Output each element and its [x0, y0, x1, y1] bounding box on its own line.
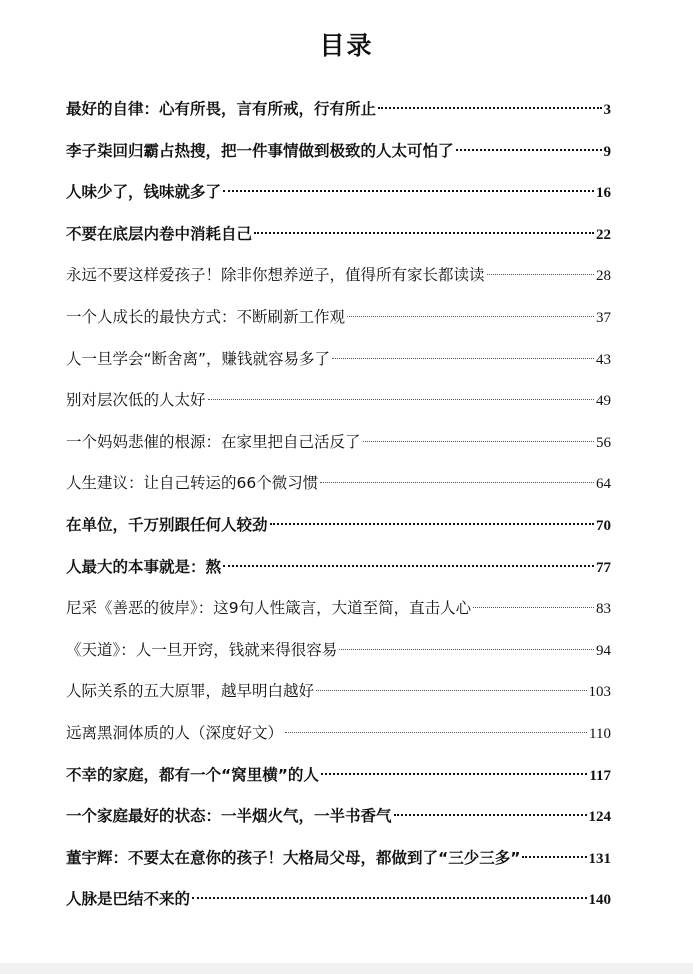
toc-entry[interactable] [66, 678, 611, 720]
toc-entry-page: 22 [596, 226, 611, 243]
toc-entry-page: 94 [596, 642, 611, 659]
toc-entry[interactable] [66, 720, 611, 762]
toc-entry-title: 人最大的本事就是：熬 [66, 557, 222, 576]
toc-entry[interactable] [66, 221, 611, 263]
toc-entry-title: 尼采《善恶的彼岸》：这9句人性箴言，大道至简，直击人心 [66, 599, 472, 618]
toc-entry-page: 49 [596, 393, 611, 410]
dot-leader [285, 732, 587, 733]
dot-leader [316, 690, 586, 691]
dot-leader [254, 232, 594, 234]
dot-leader [378, 107, 601, 109]
toc-entry[interactable] [66, 803, 611, 845]
toc-entry[interactable] [66, 346, 611, 388]
toc-entry-title: 远离黑洞体质的人（深度好文） [66, 723, 284, 742]
dot-leader [339, 649, 594, 650]
toc-entry[interactable] [66, 138, 611, 180]
toc-entry[interactable] [66, 387, 611, 429]
toc-entry-page: 70 [596, 517, 611, 534]
toc-entry-page: 103 [588, 684, 611, 701]
dot-leader [347, 316, 594, 317]
toc-entry[interactable] [66, 762, 611, 804]
toc-entry[interactable] [66, 304, 611, 346]
toc-entry[interactable] [66, 262, 611, 304]
dot-leader [208, 399, 594, 400]
dot-leader [321, 773, 587, 775]
dot-leader [192, 897, 586, 899]
toc-entry[interactable] [66, 595, 611, 637]
toc-entry-page: 16 [596, 185, 611, 202]
toc-entry-page: 3 [603, 102, 611, 118]
dot-leader [363, 441, 594, 442]
toc-entry-title: 人味少了，钱味就多了 [66, 183, 222, 202]
toc-entry-page: 56 [596, 434, 611, 451]
dot-leader [394, 814, 587, 816]
toc-entry-title: 人生建议：让自己转运的66个微习惯 [66, 474, 319, 493]
toc-entry[interactable] [66, 96, 611, 138]
toc-entry-page: 77 [596, 559, 611, 576]
toc-entry[interactable] [66, 845, 611, 887]
toc-entry-title: 一个妈妈悲催的根源：在家里把自己活反了 [66, 432, 361, 451]
toc-entry-page: 37 [596, 309, 611, 326]
toc-entry-title: 在单位，千万别跟任何人较劲 [66, 515, 268, 534]
table-of-contents [66, 96, 611, 928]
toc-entry[interactable] [66, 637, 611, 679]
toc-entry-title: 董宇辉：不要太在意你的孩子！大格局父母，都做到了“三少三多” [66, 848, 521, 867]
toc-entry-page: 43 [596, 351, 611, 368]
toc-entry-page: 124 [588, 809, 611, 826]
toc-entry[interactable] [66, 554, 611, 596]
page-title: 目录 [319, 31, 374, 60]
toc-entry-title: 一个人成长的最快方式：不断刷新工作观 [66, 307, 346, 326]
page-bottom-edge [0, 963, 693, 974]
toc-entry[interactable] [66, 886, 611, 928]
toc-entry-page: 117 [589, 767, 611, 784]
toc-entry-page: 64 [596, 476, 611, 493]
toc-entry[interactable] [66, 470, 611, 512]
toc-entry-title: 不要在底层内卷中消耗自己 [66, 224, 253, 243]
toc-entry-title: 不幸的家庭，都有一个“窝里横”的人 [66, 765, 319, 784]
dot-leader [522, 856, 586, 858]
dot-leader [487, 274, 594, 275]
dot-leader [320, 482, 594, 483]
toc-entry[interactable] [66, 512, 611, 554]
toc-entry[interactable] [66, 429, 611, 471]
toc-entry-page: 28 [596, 268, 611, 285]
dot-leader [223, 190, 594, 192]
toc-entry-page: 83 [596, 601, 611, 618]
toc-entry-title: 《天道》：人一旦开窍，钱就来得很容易 [66, 640, 338, 659]
dot-leader [456, 149, 602, 151]
toc-entry-title: 一个家庭最好的状态：一半烟火气，一半书香气 [66, 807, 392, 826]
toc-entry-title: 人一旦学会“断舍离”，赚钱就容易多了 [66, 349, 331, 368]
toc-entry-page: 140 [588, 892, 611, 909]
toc-entry-title: 最好的自律：心有所畏，言有所戒，行有所止 [66, 100, 377, 118]
toc-entry-title: 人际关系的五大原罪，越早明白越好 [66, 682, 315, 701]
dot-leader [332, 358, 594, 359]
toc-entry[interactable] [66, 179, 611, 221]
toc-entry-title: 别对层次低的人太好 [66, 391, 206, 410]
toc-entry-title: 李子柒回归霸占热搜，把一件事情做到极致的人太可怕了 [66, 141, 454, 160]
dot-leader [223, 565, 594, 567]
toc-entry-page: 9 [603, 143, 611, 160]
dot-leader [473, 607, 594, 608]
toc-entry-page: 131 [588, 850, 611, 867]
toc-entry-title: 永远不要这样爱孩子！除非你想养逆子，值得所有家长都读读 [66, 266, 485, 285]
toc-entry-title: 人脉是巴结不来的 [66, 890, 191, 909]
toc-entry-page: 110 [589, 725, 611, 742]
dot-leader [270, 523, 594, 525]
